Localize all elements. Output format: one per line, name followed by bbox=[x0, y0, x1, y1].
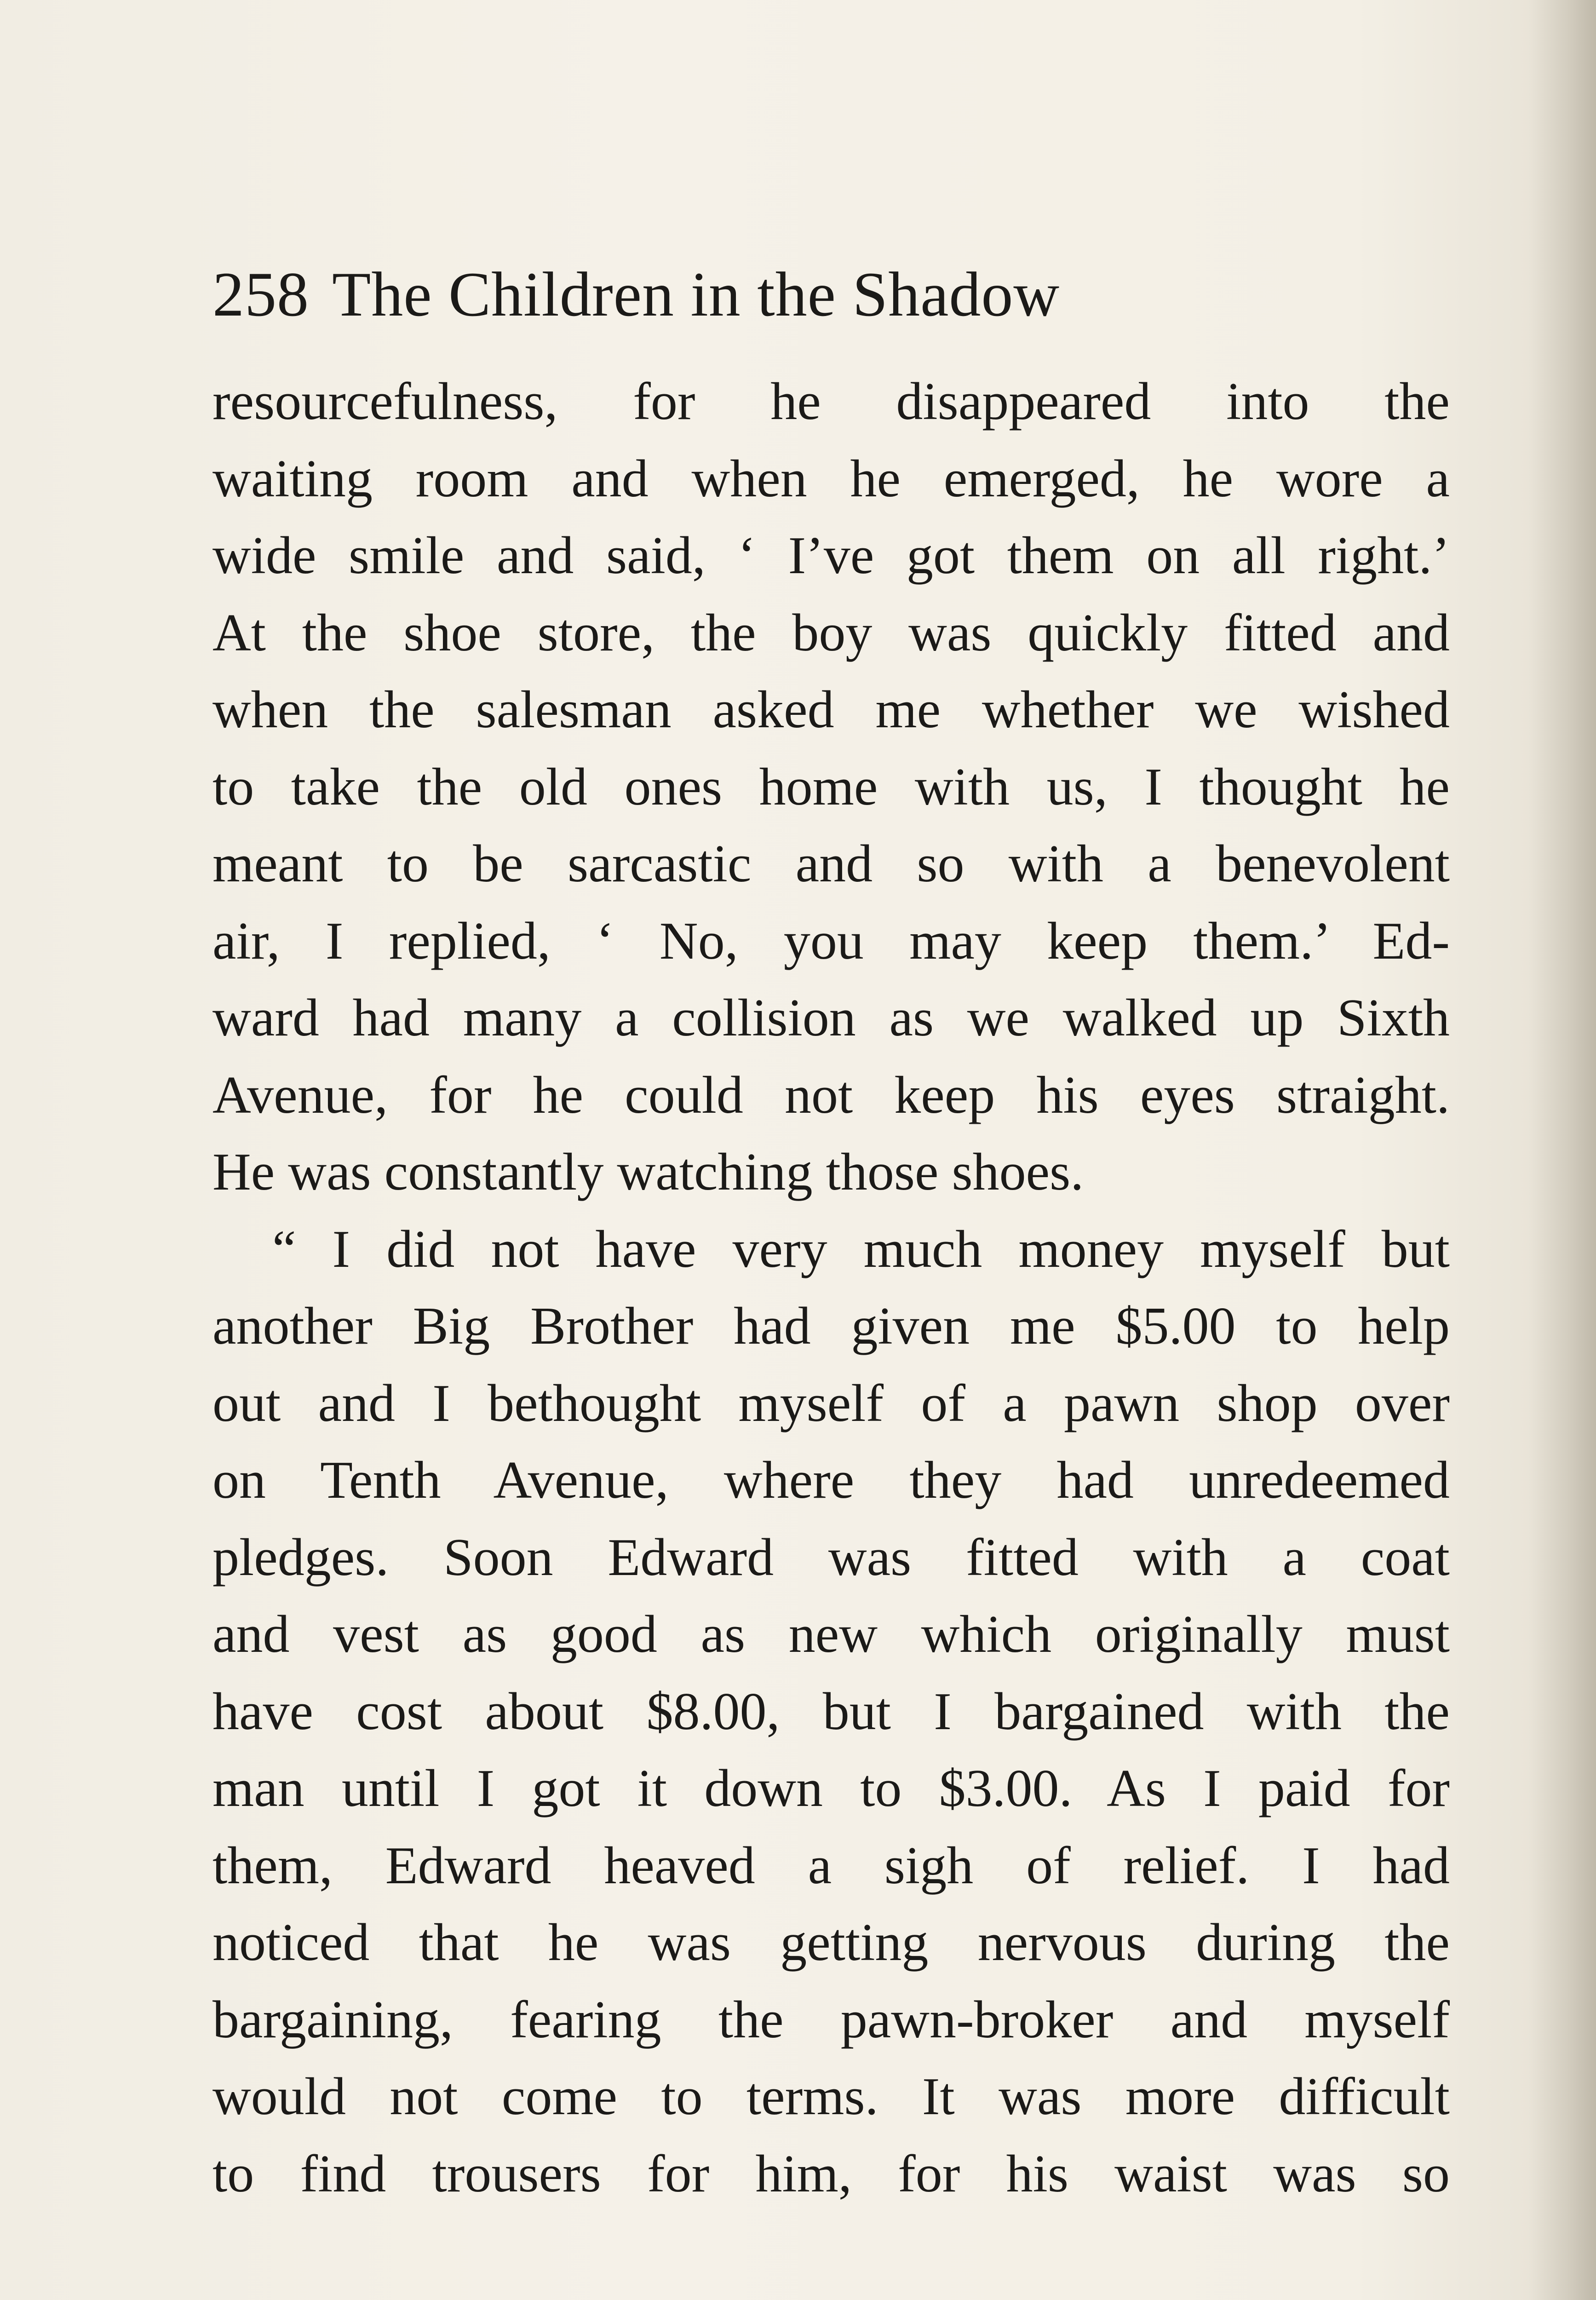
page-number: 258 bbox=[212, 259, 309, 329]
text-line: pledges. Soon Edward was fitted with a coat bbox=[212, 1528, 1450, 1587]
text-line: resourcefulness, for he disappeared into the bbox=[212, 372, 1450, 431]
text-line: out and I bethought myself of a pawn shop over bbox=[212, 1374, 1450, 1433]
text-line: noticed that he was getting nervous during the bbox=[212, 1913, 1450, 1972]
text-line: bargaining, fearing the pawn-broker and myself bbox=[212, 1990, 1450, 2049]
running-header bbox=[212, 258, 1060, 336]
body-text bbox=[212, 363, 1450, 2213]
text-line: have cost about $8.00, but I bargained with the bbox=[212, 1682, 1450, 1741]
text-line: ward had many a collision as we walked up Sixth bbox=[212, 989, 1450, 1047]
text-line: man until I got it down to $3.00. As I paid for bbox=[212, 1759, 1450, 1818]
running-title: The Children in the Shadow bbox=[332, 259, 1060, 329]
text-line: wide smile and said, ‘ I’ve got them on all right.’ bbox=[212, 526, 1450, 585]
text-line: to take the old ones home with us, I thought he bbox=[212, 757, 1450, 816]
text-line: on Tenth Avenue, where they had unredeemed bbox=[212, 1451, 1450, 1510]
text-line: meant to be sarcastic and so with a benevolent bbox=[212, 834, 1450, 893]
text-line: to find trousers for him, for his waist was so bbox=[212, 2144, 1450, 2203]
text-line: and vest as good as new which originally must bbox=[212, 1605, 1450, 1664]
page-edge-shadow bbox=[1527, 0, 1596, 2300]
text-line: He was constantly watching those shoes. bbox=[212, 1143, 1084, 1202]
text-line: Avenue, for he could not keep his eyes straight. bbox=[212, 1065, 1450, 1125]
text-line: “ I did not have very much money myself but bbox=[272, 1219, 1450, 1279]
text-line: would not come to terms. It was more difficult bbox=[212, 2067, 1450, 2126]
text-line: waiting room and when he emerged, he wore a bbox=[212, 449, 1450, 508]
text-line: another Big Brother had given me $5.00 to help bbox=[212, 1297, 1450, 1356]
text-line: them, Edward heaved a sigh of relief. I had bbox=[212, 1836, 1450, 1895]
text-line: At the shoe store, the boy was quickly fitted and bbox=[212, 603, 1450, 662]
text-line: air, I replied, ‘ No, you may keep them.’ Ed- bbox=[212, 911, 1450, 971]
text-line: when the salesman asked me whether we wished bbox=[212, 680, 1450, 739]
